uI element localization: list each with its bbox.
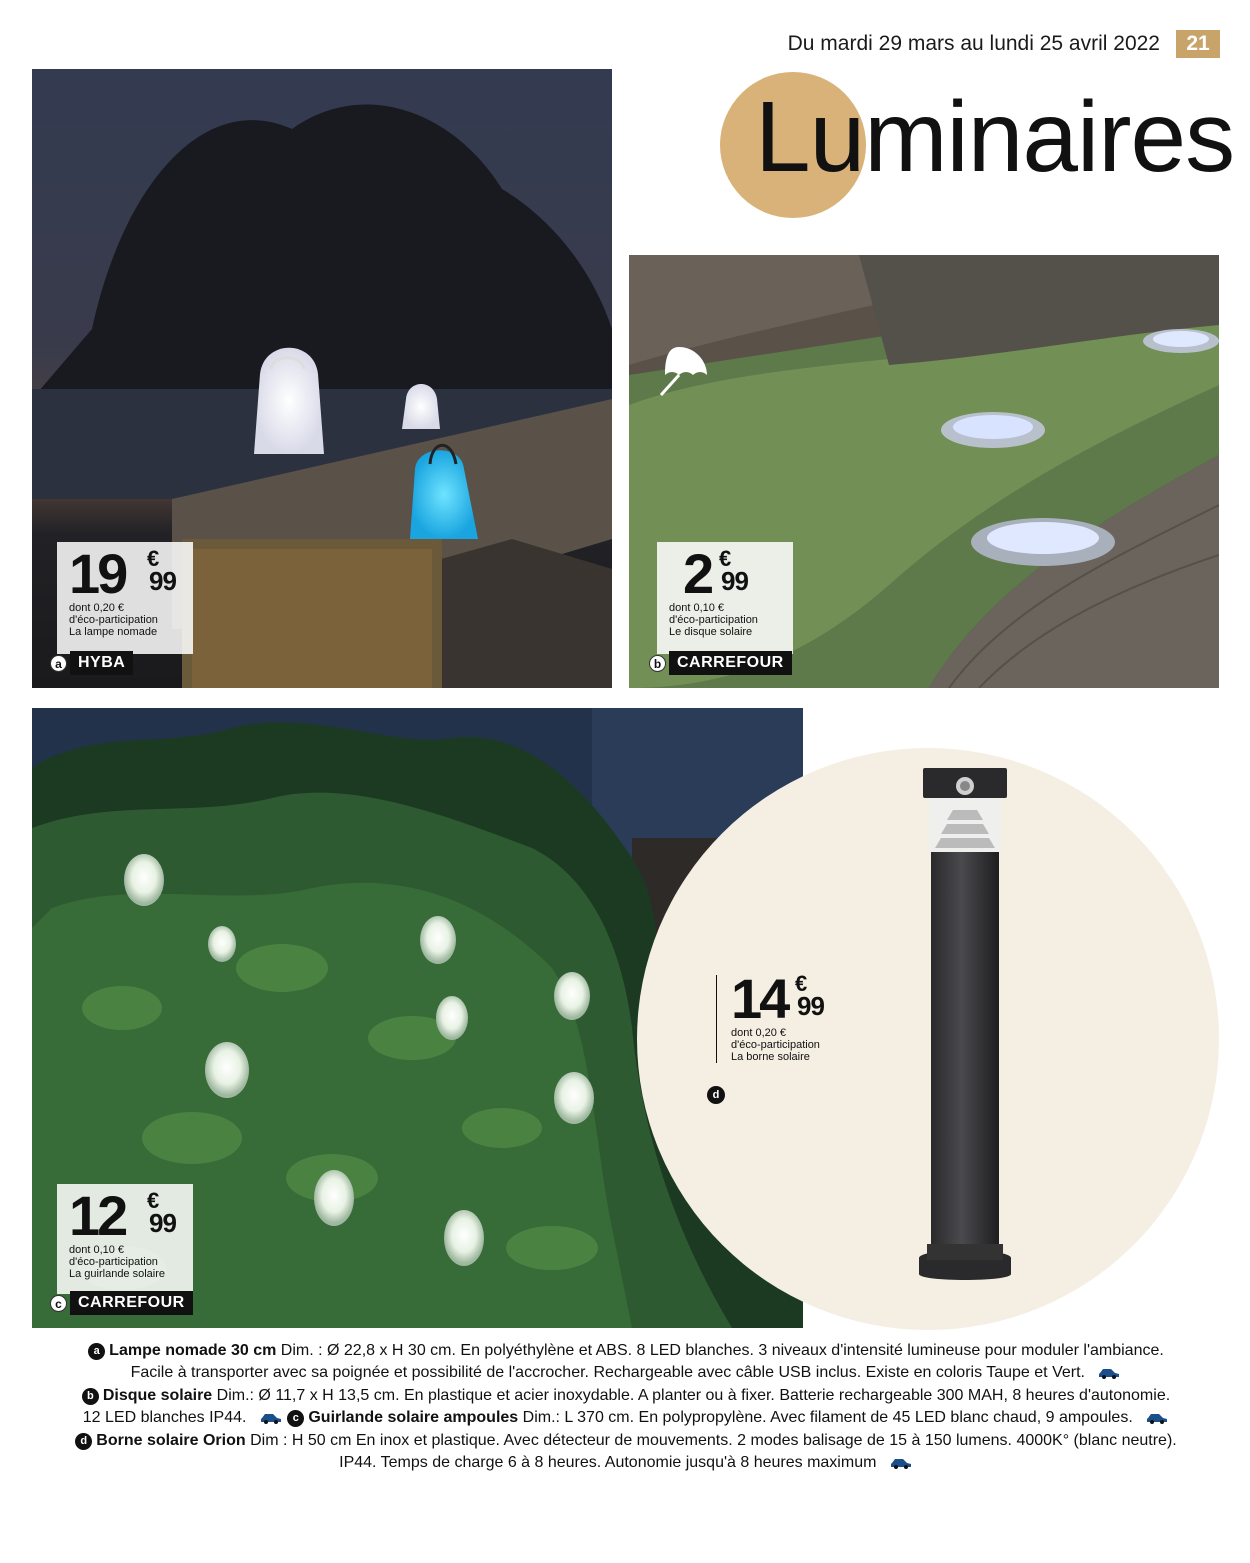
price-box-b xyxy=(657,542,793,654)
photo-borne-solaire xyxy=(905,768,1025,1298)
eco-amount-c: dont 0,10 € xyxy=(69,1244,125,1256)
desc-a-line-1 xyxy=(32,1340,1220,1362)
desc-a-line-2 xyxy=(32,1362,1220,1384)
eco-amount-b: dont 0,10 € xyxy=(669,602,725,614)
brand-a: HYBA xyxy=(70,651,133,675)
desc-d-text-1: Dim : H 50 cm En inox et plastique. Avec détecteur de mouvements. 2 modes balisage de 15 à 150 lumens. 4000K° (blanc neutre). xyxy=(245,1431,1177,1449)
desc-b-letter: b xyxy=(82,1388,99,1405)
car-icon xyxy=(1097,1367,1121,1379)
price-a-cents: 99 xyxy=(149,566,176,596)
product-name-a: La lampe nomade xyxy=(69,626,158,638)
desc-a-text-2: Facile à transporter avec sa poignée et possibilité de l'accrocher. Rechargeable avec câble USB inclus. Existe en coloris Taupe et Vert. xyxy=(130,1364,1085,1382)
brand-row-a xyxy=(50,651,133,675)
eco-label-b: d'éco-participation xyxy=(669,614,758,626)
desc-c-letter: c xyxy=(287,1410,304,1427)
price-d-cents: 99 xyxy=(797,991,824,1021)
product-name-d: La borne solaire xyxy=(731,1051,810,1063)
desc-a-name: Lampe nomade 30 cm xyxy=(109,1342,277,1359)
brand-row-c xyxy=(50,1291,193,1315)
eco-label-c: d'éco-participation xyxy=(69,1256,158,1268)
price-box-d xyxy=(716,967,856,1063)
price-b-int: 2 xyxy=(683,542,712,605)
letter-b: b xyxy=(649,655,666,672)
price-c-int: 12 xyxy=(69,1184,126,1247)
price-c-cents: 99 xyxy=(149,1208,176,1238)
desc-bc-line xyxy=(32,1407,1220,1429)
letter-a: a xyxy=(50,655,67,672)
eco-label-d: d'éco-participation xyxy=(731,1039,820,1051)
car-icon xyxy=(1145,1412,1169,1424)
desc-b-text-2: 12 LED blanches IP44. xyxy=(82,1409,247,1427)
price-box-c xyxy=(57,1184,193,1294)
desc-a-letter: a xyxy=(88,1343,105,1360)
product-name-b: Le disque solaire xyxy=(669,626,753,638)
price-b-cents: 99 xyxy=(721,566,748,596)
product-descriptions xyxy=(32,1340,1220,1474)
price-c-currency: € xyxy=(147,1188,160,1213)
letter-d: d xyxy=(707,1086,725,1104)
price-b-currency: € xyxy=(719,546,732,571)
page-title: Luminaires xyxy=(755,81,1235,193)
price-box-a xyxy=(57,542,193,654)
price-a xyxy=(69,542,183,605)
price-a-currency: € xyxy=(147,546,160,571)
brand-c: CARREFOUR xyxy=(70,1291,193,1315)
price-c xyxy=(69,1184,183,1247)
desc-c-text: Dim.: L 370 cm. En polypropylène. Avec filament de 45 LED blanc chaud, 9 ampoules. xyxy=(518,1409,1133,1427)
car-icon xyxy=(259,1412,283,1424)
page-number: 21 xyxy=(1176,30,1220,58)
eco-amount-d: dont 0,20 € xyxy=(731,1027,787,1039)
price-d-int: 14 xyxy=(731,967,788,1030)
desc-a-text-1: Dim. : Ø 22,8 x H 30 cm. En polyéthylène et ABS. 8 LED blanches. 3 niveaux d'intensité lumineuse pour moduler l'ambiance. xyxy=(276,1342,1164,1359)
eco-amount-a: dont 0,20 € xyxy=(69,602,125,614)
brand-b: CARREFOUR xyxy=(669,651,792,675)
price-a-int: 19 xyxy=(69,542,126,605)
desc-d-text-2: IP44. Temps de charge 6 à 8 heures. Autonomie jusqu'à 8 heures maximum xyxy=(339,1454,877,1472)
desc-b-line-1 xyxy=(32,1385,1220,1407)
desc-d-name: Borne solaire Orion xyxy=(96,1431,246,1449)
desc-d-line-2 xyxy=(32,1452,1220,1474)
price-d xyxy=(731,967,856,1030)
letter-c: c xyxy=(50,1295,67,1312)
desc-d-line-1 xyxy=(32,1430,1220,1452)
desc-b-name: Disque solaire xyxy=(102,1386,213,1404)
car-icon xyxy=(889,1457,913,1469)
eco-label-a: d'éco-participation xyxy=(69,614,158,626)
desc-d-letter: d xyxy=(75,1433,92,1450)
brand-row-b xyxy=(649,651,792,675)
desc-c-name: Guirlande solaire ampoules xyxy=(308,1409,519,1427)
date-range: Du mardi 29 mars au lundi 25 avril 2022 xyxy=(787,32,1160,55)
product-name-c: La guirlande solaire xyxy=(69,1268,166,1280)
price-d-currency: € xyxy=(795,971,808,996)
price-b xyxy=(669,542,783,605)
desc-b-text-1: Dim.: Ø 11,7 x H 13,5 cm. En plastique et acier inoxydable. A planter ou à fixer. Batterie rechargeable 300 MAH, 8 heures d'autonomie. xyxy=(212,1386,1171,1404)
